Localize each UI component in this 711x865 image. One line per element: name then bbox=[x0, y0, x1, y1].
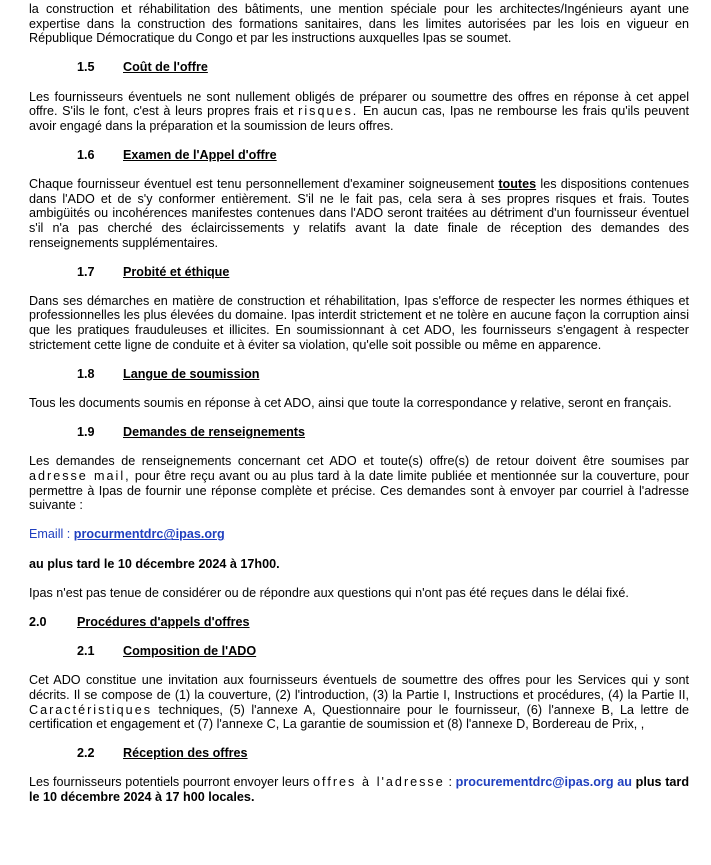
section-number: 1.5 bbox=[77, 60, 95, 75]
text-run-spaced: Caractéristiques bbox=[29, 702, 152, 717]
text-run-spaced: adresse mail, bbox=[29, 469, 131, 483]
questions-note: Ipas n'est pas tenue de considérer ou de répondre aux questions qui n'ont pas été reçues dans le délai fixé. bbox=[29, 585, 629, 600]
section-title: Langue de soumission bbox=[123, 366, 260, 381]
section-1-6-heading bbox=[29, 148, 689, 163]
text-run: Chaque fournisseur éventuel est tenu personnellement d'examiner soigneusement bbox=[29, 177, 499, 192]
section-1-5-heading bbox=[29, 60, 689, 75]
email-link[interactable]: procurmentdrc@ipas.org bbox=[73, 527, 225, 542]
section-number: 1.9 bbox=[77, 425, 95, 440]
document-page bbox=[29, 2, 689, 805]
section-1-9-paragraph bbox=[29, 454, 689, 512]
section-number: 1.7 bbox=[77, 264, 95, 279]
section-title: Composition de l'ADO bbox=[123, 644, 257, 659]
section-1-7-paragraph: Dans ses démarches en matière de construction et réhabilitation, Ipas s'efforce de respecter les normes éthiques et professionnelles les plus élevées du domaine. Ipas interdit strictement et ne tolère en aucune façon la corruption ainsi que les pratiques frauduleuses et illicites. En soumissionnant à cet ADO, les fournisseurs s'engagent à respecter strictement cette ligne de conduite et à éviter sa violation, qu'elle soit possible ou même en apparence. bbox=[29, 293, 689, 352]
section-title: Réception des offres bbox=[123, 746, 248, 761]
section-1-9-heading bbox=[29, 425, 689, 440]
section-2-1-paragraph bbox=[29, 673, 689, 731]
deadline-run: plus tard le 10 décembre 2024 à 17 h00 locales. bbox=[29, 775, 690, 805]
text-run: Les fournisseurs potentiels pourront envoyer leurs bbox=[29, 775, 314, 790]
text-run: Les fournisseurs éventuels ne sont nullement obligés de préparer ou soumettre des offres en réponse à cet appel offre. S'ils le font, c'est à leurs propres frais et bbox=[29, 89, 689, 119]
text-run-spaced: risques. bbox=[298, 104, 359, 119]
section-2-1-heading bbox=[29, 644, 689, 659]
text-run: les dispositions contenues dans l'ADO et de s'y conformer entièrement. S'il ne le fait pas, cela sera à ses propres risques et frais. Toutes ambigüités ou incohérences manifestes contenues dans l'ADO seront traitées au détriment d'un fournisseur éventuel s'il n'a pas cherché des éclaircissements y relatifs avant la date finale de réception des demandes des renseignements supplémentaires. bbox=[29, 177, 689, 250]
text-run: Cet ADO constitue une invitation aux fournisseurs éventuels de soumettre des offres pour les Services qui y sont décrits. Il se compose de (1) la couverture, (2) l'introduction, (3) la Partie I, Instructions et procédures, (4) la Partie II, bbox=[29, 673, 689, 702]
section-title: Procédures d'appels d'offres bbox=[77, 614, 250, 629]
email-link[interactable]: procurementdrc@ipas.org au bbox=[455, 775, 632, 790]
section-number: 2.0 bbox=[29, 614, 47, 629]
text-run-spaced: offres à l'adresse bbox=[313, 775, 445, 790]
section-title: Examen de l'Appel d'offre bbox=[123, 147, 277, 162]
section-number: 1.8 bbox=[77, 366, 95, 381]
emphasis-toutes: toutes bbox=[498, 177, 537, 192]
text-run: Les demandes de renseignements concernant cet ADO et toute(s) offre(s) de retour doivent être soumises par bbox=[29, 454, 689, 469]
section-number: 1.6 bbox=[77, 147, 95, 162]
section-2-0-heading bbox=[29, 615, 689, 630]
deadline-line: au plus tard le 10 décembre 2024 à 17h00. bbox=[29, 556, 280, 571]
section-2-2-paragraph bbox=[29, 775, 689, 804]
text-run: : bbox=[444, 775, 456, 790]
section-1-6-paragraph bbox=[29, 177, 689, 250]
section-title: Probité et éthique bbox=[123, 264, 230, 279]
section-1-5-paragraph bbox=[29, 90, 689, 134]
text-run: techniques, (5) l'annexe A, Questionnaire pour le fournisseur, (6) l'annexe B, La lettre de certification et engagement et (7) l'annexe C, La garantie de soumission et (8) l'annexe D, Bordereau de Prix, , bbox=[29, 702, 689, 732]
section-number: 2.1 bbox=[77, 644, 95, 659]
section-1-8-paragraph: Tous les documents soumis en réponse à cet ADO, ainsi que toute la correspondance y relative, seront en français. bbox=[29, 396, 672, 411]
section-2-2-heading bbox=[29, 746, 689, 761]
section-1-8-heading bbox=[29, 367, 689, 382]
email-label: Emaill : bbox=[29, 527, 74, 542]
section-title: Coût de l'offre bbox=[123, 60, 208, 75]
section-1-7-heading bbox=[29, 265, 689, 280]
text-run: En aucun cas, Ipas ne rembourse les frais qu'ils peuvent avoir engagé dans la préparation et la soumission de leurs offres. bbox=[29, 104, 690, 133]
section-title: Demandes de renseignements bbox=[123, 425, 305, 440]
intro-paragraph: la construction et réhabilitation des bâtiments, une mention spéciale pour les architectes/Ingénieurs ayant une expertise dans la construction des formations sanitaires, dans les limites autorisées par les lois en vigueur en République Démocratique du Congo et par les instructions auxquelles Ipas se soumet. bbox=[29, 2, 689, 46]
section-number: 2.2 bbox=[77, 746, 95, 761]
text-run: pour être reçu avant ou au plus tard à la date limite publiée et mentionnée sur la couverture, pour permettre à Ipas de fournir une réponse complète et précise. Ces demandes sont à envoyer par courriel à l'adresse suivante : bbox=[29, 469, 689, 513]
email-line bbox=[29, 527, 689, 542]
